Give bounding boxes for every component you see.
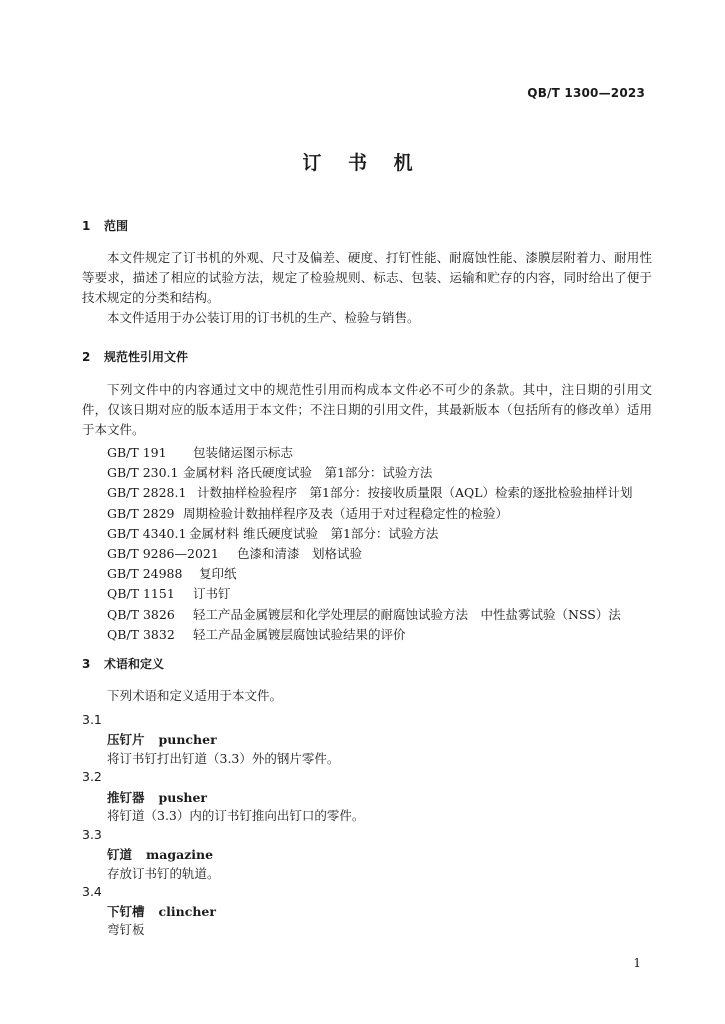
reference-code: GB/T 230.1 bbox=[107, 465, 179, 481]
scope-paragraph-2: 本文件适用于办公装订用的订书机的生产、检验与销售。 bbox=[107, 310, 420, 325]
reference-item bbox=[107, 504, 633, 524]
term-heading bbox=[107, 730, 217, 748]
reference-name: 包装储运图示标志 bbox=[193, 445, 294, 460]
section-number: 3 bbox=[82, 657, 91, 671]
term-cn: 钉道 bbox=[107, 847, 133, 862]
reference-code: GB/T 9286—2021 bbox=[107, 545, 219, 561]
reference-item bbox=[107, 544, 633, 564]
reference-item bbox=[107, 625, 633, 645]
scope-paragraph-1: 本文件规定了订书机的外观、尺寸及偏差、硬度、打钉性能、耐腐蚀性能、漆膜层附着力、耐用性等要求，描述了相应的试验方法，规定了检验规则、标志、包装、运输和贮存的内容，同时给出了便于技术规定的分类和结构。 bbox=[82, 250, 652, 305]
section-number: 1 bbox=[82, 219, 91, 233]
section-number: 2 bbox=[82, 350, 91, 364]
term-en: pusher bbox=[158, 790, 208, 805]
standard-code: QB/T 1300—2023 bbox=[527, 86, 645, 100]
reference-code: GB/T 24988 bbox=[107, 566, 183, 582]
term-cn: 推钉器 bbox=[107, 790, 145, 805]
reference-code: QB/T 1151 bbox=[107, 586, 175, 602]
reference-item bbox=[107, 584, 633, 604]
terms-intro: 下列术语和定义适用于本文件。 bbox=[107, 688, 283, 703]
reference-list bbox=[107, 443, 633, 645]
term-definition: 弯钉板 bbox=[107, 922, 145, 937]
term-en: clincher bbox=[158, 904, 216, 919]
reference-name: 周期检验计数抽样程序及表（适用于对过程稳定性的检验） bbox=[183, 505, 509, 521]
reference-item bbox=[107, 443, 633, 463]
section-title: 规范性引用文件 bbox=[104, 350, 189, 364]
term-heading bbox=[107, 845, 213, 863]
term-number: 3.4 bbox=[82, 884, 102, 899]
reference-name: 轻工产品金属镀层和化学处理层的耐腐蚀试验方法 中性盐雾试验（NSS）法 bbox=[193, 606, 621, 622]
refs-intro-paragraph: 下列文件中的内容通过文中的规范性引用而构成本文件必不可少的条款。其中，注日期的引用文件，仅该日期对应的版本适用于本文件；不注日期的引用文件，其最新版本（包括所有的修改单）适用于本文件。 bbox=[82, 382, 652, 437]
reference-name: 轻工产品金属镀层腐蚀试验结果的评价 bbox=[193, 626, 406, 642]
reference-name: 复印纸 bbox=[199, 566, 237, 582]
section-title: 术语和定义 bbox=[104, 657, 165, 671]
term-en: puncher bbox=[158, 732, 217, 747]
term-definition: 存放订书钉的轨道。 bbox=[107, 866, 220, 881]
reference-name: 金属材料 维氏硬度试验 第1部分：试验方法 bbox=[189, 525, 439, 541]
section-2-heading bbox=[82, 348, 188, 365]
reference-name: 色漆和清漆 划格试验 bbox=[237, 545, 363, 561]
reference-item bbox=[107, 605, 633, 625]
reference-item bbox=[107, 463, 633, 483]
reference-code: GB/T 4340.1 bbox=[107, 525, 187, 541]
term-heading bbox=[107, 902, 216, 920]
reference-item bbox=[107, 524, 633, 544]
term-number: 3.2 bbox=[82, 769, 102, 784]
term-number: 3.3 bbox=[82, 827, 102, 842]
term-definition: 将钉道（3.3）内的订书钉推向出钉口的零件。 bbox=[107, 808, 365, 823]
reference-code: GB/T 191 bbox=[107, 445, 167, 460]
term-number: 3.1 bbox=[82, 712, 102, 727]
reference-name: 计数抽样检验程序 第1部分：按接收质量限（AQL）检索的逐批检验抽样计划 bbox=[197, 485, 633, 501]
reference-name: 订书钉 bbox=[193, 586, 231, 602]
reference-code: GB/T 2828.1 bbox=[107, 485, 187, 501]
reference-code: GB/T 2829 bbox=[107, 505, 175, 521]
page-number: 1 bbox=[633, 956, 641, 970]
term-heading bbox=[107, 788, 207, 806]
reference-code: QB/T 3826 bbox=[107, 606, 175, 622]
page-title: 订 书 机 bbox=[302, 152, 423, 174]
term-cn: 下钉槽 bbox=[107, 904, 145, 919]
term-definition: 将订书钉打出钉道（3.3）外的钢片零件。 bbox=[107, 751, 340, 766]
term-cn: 压钉片 bbox=[107, 732, 145, 747]
section-1-heading bbox=[82, 217, 128, 234]
reference-code: QB/T 3832 bbox=[107, 626, 175, 642]
reference-item bbox=[107, 564, 633, 584]
reference-item bbox=[107, 483, 633, 503]
section-3-heading bbox=[82, 655, 164, 672]
section-title: 范围 bbox=[104, 219, 129, 233]
term-en: magazine bbox=[146, 847, 214, 862]
reference-name: 金属材料 洛氏硬度试验 第1部分：试验方法 bbox=[183, 465, 433, 481]
